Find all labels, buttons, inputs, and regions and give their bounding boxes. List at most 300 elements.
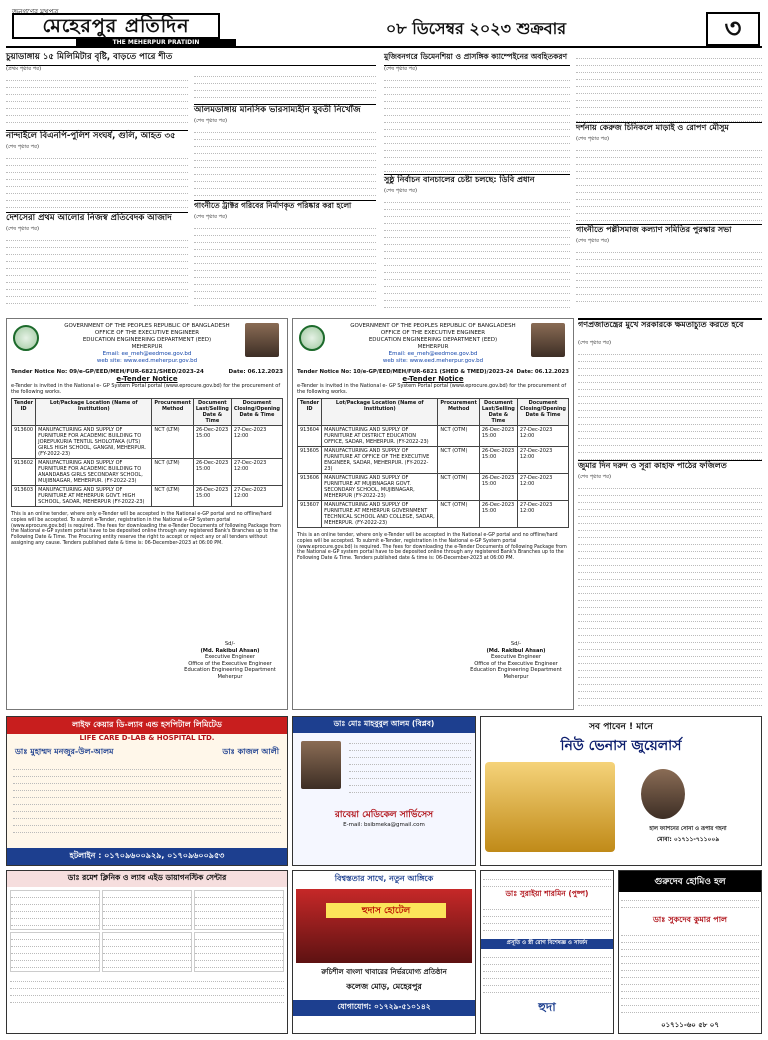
headline: সুষ্ঠু নির্বাচন বানচালের চেষ্টা চলছে: ডিবি প্রধান <box>384 174 570 188</box>
tender-id: 913604 <box>298 426 322 447</box>
text-line <box>384 238 570 245</box>
text-line <box>483 965 611 972</box>
text-line <box>6 159 188 166</box>
text-line <box>578 369 762 376</box>
closing-date: 27-Dec-2023 12:00 <box>231 459 282 486</box>
text-line <box>578 552 762 559</box>
article-body <box>578 348 762 460</box>
col-header: Document Closing/Opening Date & Time <box>231 399 282 426</box>
col-header: Document Last/Selling Date & Time <box>479 399 517 426</box>
doctor-photo <box>301 741 341 789</box>
text-line <box>194 243 376 250</box>
text-line <box>349 758 471 765</box>
text-line <box>576 151 762 158</box>
signatory-role: Executive Engineer <box>490 654 541 661</box>
signature-block <box>177 641 283 681</box>
text-line <box>103 898 191 905</box>
col-header: Tender ID <box>12 399 36 426</box>
text-line <box>578 601 762 608</box>
jewel-tagline: হাল ফ্যাশনের সোনা ও রূপার গহনা <box>649 826 727 832</box>
text-line <box>13 770 281 777</box>
office-name: OFFICE OF THE EXECUTIVE ENGINEER <box>94 330 200 336</box>
text-line <box>578 411 762 418</box>
text-line <box>6 74 188 81</box>
text-line <box>578 348 762 355</box>
article-body <box>576 144 762 224</box>
page-number: ৩ <box>706 12 760 46</box>
ad-details <box>621 929 759 1017</box>
text-line <box>6 187 188 194</box>
text-line <box>621 894 759 901</box>
text-line <box>194 182 376 189</box>
text-line <box>103 912 191 919</box>
signatory-office: Office of the Executive Engineer <box>188 660 272 667</box>
website-link[interactable]: web site: www.eed.meherpur.gov.bd <box>96 358 198 364</box>
text-line <box>194 257 376 264</box>
text-line <box>576 274 762 281</box>
text-line <box>6 241 188 248</box>
text-line <box>621 957 759 964</box>
text-line <box>384 203 570 210</box>
text-line <box>576 158 762 165</box>
text-line <box>621 1006 759 1013</box>
text-line <box>578 383 762 390</box>
text-line <box>103 919 191 926</box>
text-line <box>13 784 281 791</box>
text-line <box>576 214 762 221</box>
ad-details <box>483 873 611 887</box>
table-row <box>298 447 569 474</box>
text-line <box>578 425 762 432</box>
article-body <box>384 196 570 308</box>
text-line <box>103 954 191 961</box>
text-line <box>576 66 762 73</box>
text-line <box>6 109 188 116</box>
headline: গণপ্রজাতন্ত্রের মুখে সরকারকে ক্ষমতাচ্যুত করতে হবে <box>578 318 762 340</box>
text-line <box>384 74 570 81</box>
text-line <box>194 161 376 168</box>
text-line <box>384 151 570 158</box>
table-row <box>298 501 569 528</box>
sharmin-sub: প্রসূতি ও স্ত্রী রোগ বিশেষজ্ঞ ও সার্জন <box>481 939 613 949</box>
selling-date: 26-Dec-2023 15:00 <box>193 459 231 486</box>
text-line <box>483 903 611 910</box>
text-line <box>578 622 762 629</box>
doctor-card <box>102 932 192 972</box>
text-line <box>11 933 99 940</box>
text-line <box>621 901 759 908</box>
text-line <box>578 692 762 699</box>
text-line <box>195 933 283 940</box>
text-line <box>13 798 281 805</box>
text-line <box>483 958 611 965</box>
text-line <box>578 510 762 517</box>
headline: চুয়াডাঙ্গায় ১৫ মিলিমিটার বৃষ্টি, বাড়তে পারে শীত <box>6 52 376 66</box>
ad-details <box>621 894 759 912</box>
clinic-name: রাবেয়া মেডিকেল সার্ভিসেস <box>334 810 434 820</box>
doctor-card <box>194 932 284 972</box>
article-body <box>194 222 376 312</box>
text-line <box>384 217 570 224</box>
text-line <box>384 266 570 273</box>
lifecare-hotline: হটলাইন : ০১৭০৯৬০০৯২৯, ০১৭০৯৬০০৯৫৩ <box>7 848 287 865</box>
tender-id: 913605 <box>298 447 322 474</box>
article-body <box>6 152 188 212</box>
text-line <box>194 222 376 229</box>
text-line <box>576 253 762 260</box>
text-line <box>576 94 762 101</box>
text-line <box>576 87 762 94</box>
selling-date: 26-Dec-2023 15:00 <box>193 426 231 459</box>
text-line <box>578 594 762 601</box>
text-line <box>13 812 281 819</box>
text-line <box>578 699 762 706</box>
text-line <box>578 587 762 594</box>
text-line <box>384 130 570 137</box>
text-line <box>13 791 281 798</box>
text-line <box>11 898 99 905</box>
department-name: EDUCATION ENGINEERING DEPARTMENT (EED) <box>82 337 212 343</box>
text-line <box>578 390 762 397</box>
text-line <box>578 671 762 678</box>
text-line <box>576 115 762 122</box>
text-line <box>384 210 570 217</box>
text-line <box>483 979 611 986</box>
text-line <box>194 126 376 133</box>
signatory-role: Executive Engineer <box>204 654 255 661</box>
newspaper-logo: মেহেরপুর প্রতিদিন <box>12 13 220 39</box>
byline: (শেষ পৃষ্ঠার পর) <box>578 474 612 480</box>
text-line <box>349 779 471 786</box>
text-line <box>576 288 762 295</box>
text-line <box>349 765 471 772</box>
text-line <box>621 929 759 936</box>
signatory-name: (Md. Rakibul Ahsan) <box>486 647 546 654</box>
text-line <box>194 264 376 271</box>
text-line <box>349 744 471 751</box>
text-line <box>13 805 281 812</box>
text-line <box>576 80 762 87</box>
headline: জুমার দিন দরুদ ও সূরা কাহাফ পাঠের ফজিলত <box>578 460 762 474</box>
text-line <box>194 147 376 154</box>
homeo-title: গুরুদেব হোমিও হল <box>619 871 761 892</box>
email-link[interactable]: Email: ee_meh@eedmoe.gov.bd <box>102 351 192 357</box>
text-line <box>384 165 570 172</box>
text-line <box>384 301 570 308</box>
text-line <box>11 954 99 961</box>
article-body <box>6 234 188 304</box>
tender-notice-number: Tender Notice No: 09/e-GP/EED/MEH/FUR-6821/SHED/2023-24 <box>11 369 204 375</box>
text-line <box>6 248 188 255</box>
selling-date: 26-Dec-2023 15:00 <box>479 501 517 528</box>
method: NCT (LTM) <box>152 486 194 507</box>
method: NCT (LTM) <box>152 459 194 486</box>
text-line <box>576 52 762 59</box>
text-line <box>6 180 188 187</box>
text-line <box>578 404 762 411</box>
text-line <box>384 287 570 294</box>
tender-id: 913606 <box>298 474 322 501</box>
jewel-name: নিউ ভেনাস জুয়েলার্স <box>560 738 682 754</box>
byline: (শেষ পৃষ্ঠার পর) <box>194 118 228 124</box>
text-line <box>103 905 191 912</box>
byline: (প্রথম পৃষ্ঠার পর) <box>6 66 42 72</box>
package-name: MANUFACTURING AND SUPPLY OF FURNITURE FOR ACADEMIC BUILDING TO JOREPUKURIA TENTUL SHOLOTAKA (UTS) GIRLS HIGH SCHOOL, GANGNI, MEHERPUR. (FY-2022-23) <box>36 426 152 459</box>
text-line <box>576 295 762 302</box>
text-line <box>11 919 99 926</box>
text-line <box>194 84 376 91</box>
text-line <box>483 924 611 931</box>
package-name: MANUFACTURING AND SUPPLY OF FURNITURE AT MEHERPUR GOVERNMENT TECHNICAL SCHOOL AND COLLEGE, SADAR, MEHERPUR. (FY-2022-23) <box>322 501 438 528</box>
headline: দেশসেরা প্রথম আলোর নিজস্ব প্রতিবেদক আজাদ <box>6 212 188 226</box>
owner-photo <box>641 769 685 819</box>
tender-table <box>297 398 569 528</box>
doctor-card <box>194 890 284 930</box>
jewel-phone: মোবা: ০১৭১১-৭১১০০৯ <box>656 836 720 843</box>
text-line <box>621 978 759 985</box>
byline: (শেষ পৃষ্ঠার পর) <box>6 226 40 232</box>
doctor-name: ডাঃ মুহাম্মদ মনজুর-উল-আলম <box>15 747 114 756</box>
text-line <box>621 943 759 950</box>
text-line <box>621 971 759 978</box>
closing-date: 27-Dec-2023 12:00 <box>517 474 568 501</box>
text-line <box>578 580 762 587</box>
text-line <box>384 294 570 301</box>
issue-date: ০৮ ডিসেম্বর ২০২৩ শুক্রবার <box>385 19 567 38</box>
table-row <box>12 459 283 486</box>
text-line <box>384 245 570 252</box>
sharmin-ad <box>480 870 614 1034</box>
method: NCT (OTM) <box>438 447 480 474</box>
selling-date: 26-Dec-2023 15:00 <box>479 426 517 447</box>
homeo-doctor: ডাঃ সুকদেব কুমার পাল <box>652 915 728 924</box>
masthead-tagline: জনগণের মুখপত্র <box>12 8 59 16</box>
col-header: Lot/Package Location (Name of Institution) <box>36 399 152 426</box>
text-line <box>578 629 762 636</box>
text-line <box>194 292 376 299</box>
text-line <box>384 137 570 144</box>
text-line <box>384 88 570 95</box>
text-line <box>578 418 762 425</box>
text-line <box>194 168 376 175</box>
text-line <box>621 999 759 1006</box>
selling-date: 26-Dec-2023 15:00 <box>479 474 517 501</box>
text-line <box>6 173 188 180</box>
text-line <box>384 81 570 88</box>
text-line <box>194 77 376 84</box>
text-line <box>578 573 762 580</box>
text-line <box>195 905 283 912</box>
col-header: Tender ID <box>298 399 322 426</box>
closing-date: 27-Dec-2023 12:00 <box>231 426 282 459</box>
text-line <box>483 986 611 993</box>
text-line <box>6 201 188 208</box>
headline: দর্শনায় কেরুজ চিনিকলে মাড়াই ও রোপণ মৌসুম <box>576 122 762 136</box>
byline: (শেষ পৃষ্ঠার পর) <box>576 136 610 142</box>
method: NCT (LTM) <box>152 426 194 459</box>
package-name: MANUFACTURING AND SUPPLY OF FURNITURE FOR ACADEMIC BUILDING TO ANANDABAS GIRLS SECONDARY SCHOOL, MUJIBNAGAR, MEHERPUR. (FY-2022-23) <box>36 459 152 486</box>
tender-intro: e-Tender is invited in the National e- GP System Portal portal (www.eprocure.gov.bd) for the procurement of the following works. <box>11 383 281 395</box>
hotel-ad <box>292 870 476 1034</box>
signatory-dept: Education Engineering Department <box>470 667 562 674</box>
signature: Sd/- <box>510 641 522 647</box>
text-line <box>578 545 762 552</box>
col-header: Lot/Package Location (Name of Institution) <box>322 399 438 426</box>
text-line <box>578 439 762 446</box>
text-line <box>384 144 570 151</box>
text-line <box>576 193 762 200</box>
text-line <box>11 905 99 912</box>
text-line <box>384 116 570 123</box>
text-line <box>483 972 611 979</box>
text-line <box>195 961 283 968</box>
package-name: MANUFACTURING AND SUPPLY OF FURNITURE AT MUJIBNAGAR GOVT. SECONDARY SCHOOL, MUJIBNAGAR, MEHERPUR (FY-2022-23) <box>322 474 438 501</box>
text-line <box>578 432 762 439</box>
signatory-place: Meherpur <box>217 673 243 680</box>
brand-logo: হুদা <box>538 1000 556 1014</box>
closing-date: 27-Dec-2023 12:00 <box>517 426 568 447</box>
table-row <box>12 426 283 459</box>
text-line <box>578 489 762 496</box>
text-line <box>578 664 762 671</box>
text-line <box>349 737 471 744</box>
sharmin-title: ডাঃ সুরাইয়া শারমিন (পুষ্প) <box>505 889 589 898</box>
text-line <box>576 200 762 207</box>
text-line <box>6 152 188 159</box>
homeo-ad <box>618 870 762 1034</box>
text-line <box>10 996 284 1003</box>
text-line <box>384 259 570 266</box>
text-line <box>6 95 188 102</box>
headline: নান্দাইলে বিএনপি-পুলিশ সংঘর্ষ, গুলি, আহত ৩৫ <box>6 130 188 144</box>
website-link[interactable]: web site: www.eed.meherpur.gov.bd <box>382 358 484 364</box>
text-line <box>194 250 376 257</box>
text-line <box>349 786 471 793</box>
text-line <box>194 140 376 147</box>
text-line <box>195 891 283 898</box>
text-line <box>6 290 188 297</box>
homeo-phone: ০১৭১১-৬০ ৫৮ ০৭ <box>661 1021 719 1029</box>
text-line <box>578 657 762 664</box>
govt-name: GOVERNMENT OF THE PEOPLES REPUBLIC OF BANGLADESH <box>350 323 516 329</box>
text-line <box>11 940 99 947</box>
closing-date: 27-Dec-2023 12:00 <box>517 501 568 528</box>
text-line <box>578 496 762 503</box>
text-line <box>10 975 284 982</box>
byline: (শেষ পৃষ্ঠার পর) <box>578 340 612 346</box>
table-row <box>12 486 283 507</box>
text-line <box>483 880 611 887</box>
text-line <box>194 285 376 292</box>
col-header: Procurement Method <box>438 399 480 426</box>
text-line <box>195 954 283 961</box>
text-line <box>6 81 188 88</box>
signatory-dept: Education Engineering Department <box>184 667 276 674</box>
text-line <box>11 961 99 968</box>
text-line <box>578 650 762 657</box>
text-line <box>576 59 762 66</box>
hotel-line2: কলেজ মোড়, মেহেরপুর <box>346 982 422 991</box>
text-line <box>621 985 759 992</box>
text-line <box>384 158 570 165</box>
article-body <box>384 74 570 174</box>
headline: গাংনীতে পল্লীসমাজ কল্যাণ সমিতির পুরস্কার সভা <box>576 224 762 238</box>
text-line <box>576 260 762 267</box>
text-line <box>6 283 188 290</box>
email-link[interactable]: Email: ee_meh@eedmoe.gov.bd <box>388 351 478 357</box>
text-line <box>578 355 762 362</box>
text-line <box>194 189 376 196</box>
text-line <box>483 917 611 924</box>
portrait-photo <box>531 323 565 357</box>
text-line <box>578 678 762 685</box>
tender-notice-2 <box>292 318 574 710</box>
newspaper-subtitle: THE MEHERPUR PRATIDIN <box>76 39 236 47</box>
text-line <box>6 297 188 304</box>
text-line <box>103 940 191 947</box>
text-line <box>621 964 759 971</box>
text-line <box>349 772 471 779</box>
closing-date: 27-Dec-2023 12:00 <box>231 486 282 507</box>
text-line <box>384 231 570 238</box>
right-articles-bottom <box>578 318 762 710</box>
signatory-office: Office of the Executive Engineer <box>474 660 558 667</box>
text-line <box>621 936 759 943</box>
doctor-name: ডাঃ কাজল আলী <box>222 747 279 756</box>
text-line <box>578 566 762 573</box>
selling-date: 26-Dec-2023 15:00 <box>193 486 231 507</box>
text-line <box>384 109 570 116</box>
closing-date: 27-Dec-2023 12:00 <box>517 447 568 474</box>
text-line <box>578 531 762 538</box>
text-line <box>195 940 283 947</box>
place-name: MEHERPUR <box>131 344 163 350</box>
signature-block <box>463 641 569 681</box>
byline: (শেষ পৃষ্ঠার পর) <box>6 144 40 150</box>
department-name: EDUCATION ENGINEERING DEPARTMENT (EED) <box>368 337 498 343</box>
text-line <box>576 179 762 186</box>
text-line <box>576 144 762 151</box>
text-line <box>576 108 762 115</box>
tender-title: e-Tender Notice <box>402 375 464 383</box>
tender-date: Date: 06.12.2023 <box>228 369 283 375</box>
text-line <box>10 989 284 996</box>
text-line <box>13 763 281 770</box>
table-row <box>298 474 569 501</box>
text-line <box>384 196 570 203</box>
text-line <box>11 912 99 919</box>
text-line <box>578 524 762 531</box>
jewellery-image <box>485 762 615 852</box>
byline: (শেষ পৃষ্ঠার পর) <box>194 214 228 220</box>
text-line <box>349 751 471 758</box>
text-line <box>6 269 188 276</box>
jewel-top: সব পাবেন ! মানে <box>589 722 653 732</box>
text-line <box>194 70 376 77</box>
signatory-place: Meherpur <box>503 673 529 680</box>
lifecare-title: লাইফ কেয়ার ডি-ল্যাব এন্ড হসপিটাল লিমিটেড <box>7 717 287 734</box>
tender-notice-1 <box>6 318 288 710</box>
text-line <box>194 154 376 161</box>
text-line <box>578 362 762 369</box>
tender-terms: This is an online tender, where only e-Tender will be accepted in the National e-GP portal and no offline/hard copies will be accepted. To submit e-Tender, registration in the National e-GP System portal (www.eprocure.gov.bd) is required. The fees for downloading the e-Tender Documents of following Package from the National e-GP system portal have to be deposited online through any registered Bank's Branches up to the Following Date & Time. Tenders published date & time is: 06-December-2023 at 06:00 PM. <box>297 533 567 562</box>
text-line <box>576 186 762 193</box>
text-line <box>578 608 762 615</box>
text-line <box>384 123 570 130</box>
portrait-photo <box>245 323 279 357</box>
ad-details <box>349 737 471 797</box>
bangladesh-govt-seal-icon <box>299 325 325 351</box>
